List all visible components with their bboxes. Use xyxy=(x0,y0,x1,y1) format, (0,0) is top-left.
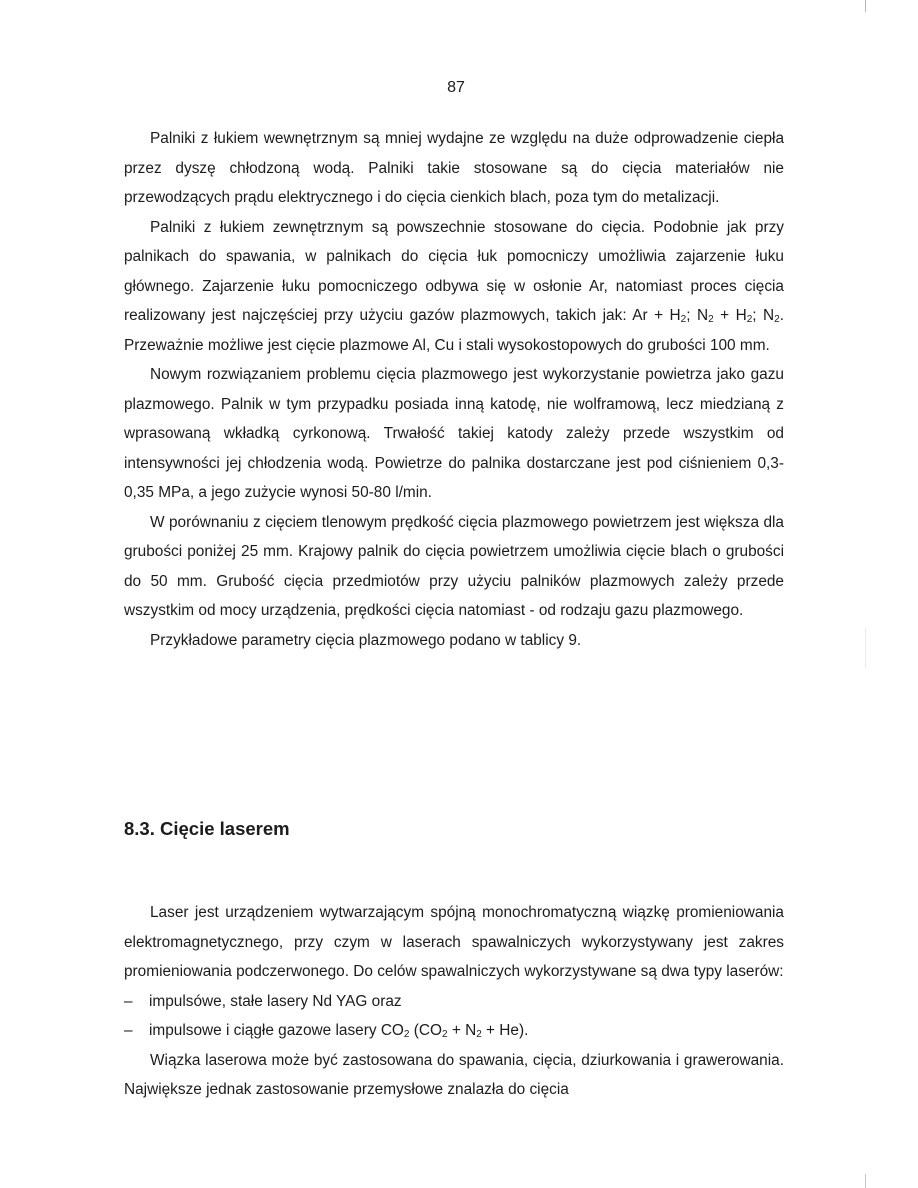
list-dash: – xyxy=(124,1022,133,1039)
page-number: 87 xyxy=(447,79,465,96)
paragraph-cutting-speed: W porównaniu z cięciem tlenowym prędkość cięcia plazmowego powietrzem jest większa dla grubości poniżej 25 mm. Krajowy palnik do cięcia powietrzem umożliwia cięcie blach o grubości do 50 mm. Grubość cięcia przedmiotów przy użyciu palników plazmowych zależy przede wszystkim od mocy urządzenia, prędkości cięcia natomiast - od rodzaju gazu plazmowego. xyxy=(124,513,784,619)
section-heading: 8.3. Cięcie laserem xyxy=(124,818,290,839)
paragraph-laser-applications: Wiązka laserowa może być zastosowana do spawania, cięcia, dziurkowania i grawerowania. Największe jednak zastosowanie przemysłowe znalazła do cięcia xyxy=(124,1051,784,1098)
list-item-co2: – impulsowe i ciągłe gazowe lasery $CO_2$ $(CO_2 + N_2 + He)$. xyxy=(124,1016,784,1046)
paragraph-internal-arc-torches: Palniki z łukiem wewnętrznym są mniej wydajne ze względu na duże odprowadzenie ciepła przez dyszę chłodzoną wodą. Palniki takie stosowane są do cięcia materiałów nie przewodzących prądu elektrycznego i do cięcia cienkich blach, poza tym do metalizacji. xyxy=(124,130,784,206)
list-dash: – xyxy=(124,992,133,1010)
laser-cutting-text xyxy=(124,898,784,1105)
paragraph-external-arc-torches: Palniki z łukiem zewnętrznym są powszechnie stosowane do cięcia. Podobnie jak przy palnikach do spawania, w palnikach do cięcia łuk pomocniczy umożliwia zajarzenie łuku głównego. Zajarzenie łuku pomocniczego odbywa się w osłonie Ar, natomiast proces cięcia realizowany jest najczęściej przy użyciu gazów plazmowych, takich jak: $Ar + H_2$; $N_2 + H_2$; $N_2$. Przeważnie możliwe jest cięcie plazmowe Al, Cu i stali wysokostopowych do grubości 100 mm. xyxy=(124,218,785,354)
paragraph-laser-intro: Laser jest urządzeniem wytwarzającym spójną monochromatyczną wiązkę promieniowania elektromagnetycznego, przy czym w laserach spawalniczych wykorzystywany jest zakres promieniowania podczerwonego. Do celów spawalniczych wykorzystywane są dwa typy laserów: xyxy=(124,904,784,980)
list-item-nd-yag: – impulsówe, stałe lasery Nd YAG oraz xyxy=(124,987,784,1017)
plasma-cutting-text xyxy=(124,124,784,655)
scan-edge-mark xyxy=(865,0,866,12)
scan-edge-mark xyxy=(865,1174,866,1188)
scan-edge-mark xyxy=(865,628,866,668)
paragraph-table-reference: Przykładowe parametry cięcia plazmowego podano w tablicy 9. xyxy=(150,631,582,649)
paragraph-air-plasma: Nowym rozwiązaniem problemu cięcia plazmowego jest wykorzystanie powietrza jako gazu plazmowego. Palnik w tym przypadku posiada inną katodę, nie wolframową, lecz miedzianą z wprasowaną wkładką cyrkonową. Trwałość takiej katody zależy przede wszystkim od intensywności jej chłodzenia wodą. Powietrze do palnika dostarczane jest pod ciśnieniem 0,3-0,35 MPa, a jego zużycie wynosi 50-80 l/min. xyxy=(124,366,784,501)
